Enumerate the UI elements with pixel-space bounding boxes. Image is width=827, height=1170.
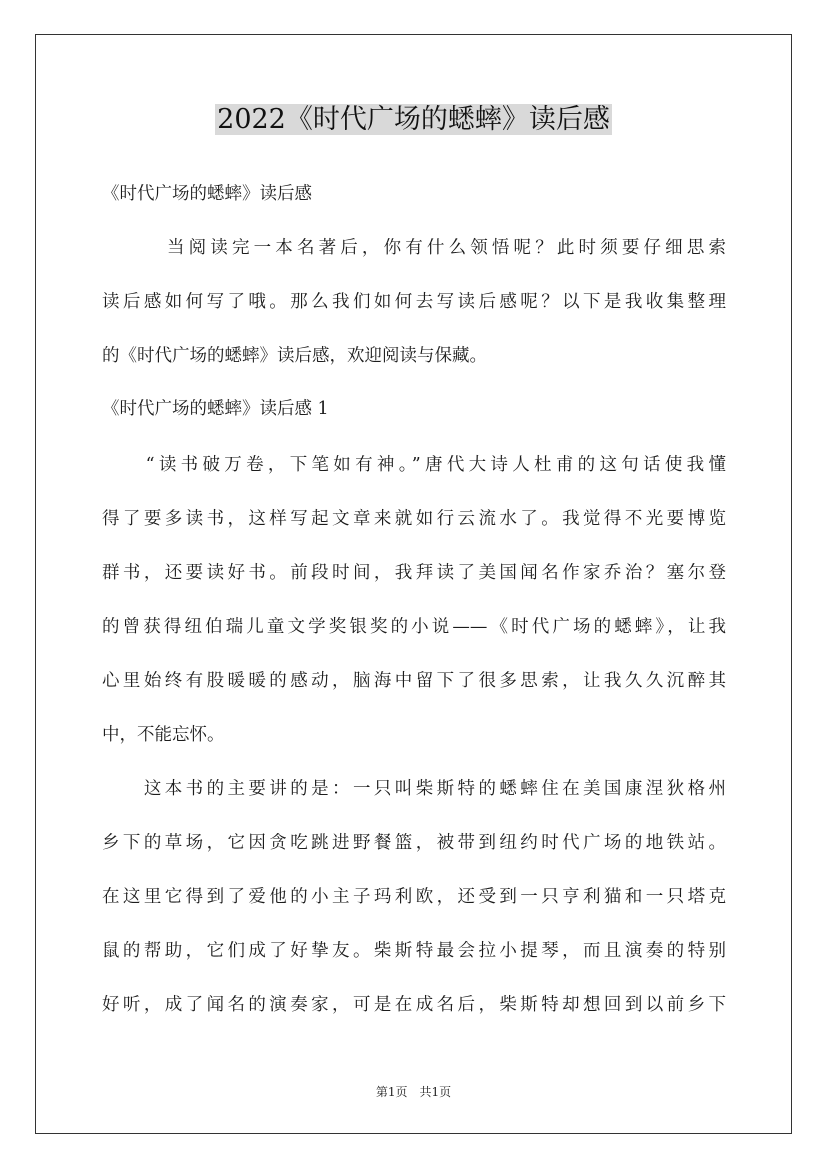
intro-line: 当阅读完一本名著后，你有什么领悟呢？此时须要仔细思索 bbox=[102, 238, 726, 258]
paragraph-line: 的曾获得纽伯瑞儿童文学奖银奖的小说——《时代广场的蟋蟀》，让我 bbox=[102, 617, 726, 637]
intro-line: 读后感如何写了哦。那么我们如何去写读后感呢？以下是我收集整理 bbox=[102, 292, 726, 312]
page-indicator: 第1页 共1页 bbox=[375, 1085, 452, 1099]
paragraph-line: 在这里它得到了爱他的小主子玛利欧，还受到一只亨利猫和一只塔克 bbox=[102, 887, 726, 907]
intro-line: 的《时代广场的蟋蟀》读后感，欢迎阅读与保藏。 bbox=[102, 346, 487, 366]
paragraph-line: 好听，成了闻名的演奏家，可是在成名后，柴斯特却想回到以前乡下 bbox=[102, 995, 726, 1015]
paragraph-line: 这本书的主要讲的是：一只叫柴斯特的蟋蟀住在美国康涅狄格州 bbox=[102, 779, 726, 799]
section-heading: 《时代广场的蟋蟀》读后感 1 bbox=[102, 399, 329, 419]
paragraph-line: 中，不能忘怀。 bbox=[102, 725, 225, 745]
paragraph-line: 得了要多读书，这样写起文章来就如行云流水了。我觉得不光要博览 bbox=[102, 509, 726, 529]
paragraph-line: 鼠的帮助，它们成了好挚友。柴斯特最会拉小提琴，而且演奏的特别 bbox=[102, 941, 726, 961]
paragraph-line: 乡下的草场，它因贪吃跳进野餐篮，被带到纽约时代广场的地铁站。 bbox=[102, 833, 726, 853]
paragraph-line: “读书破万卷，下笔如有神。”唐代大诗人杜甫的这句话使我懂 bbox=[102, 455, 726, 475]
document-title-wrap bbox=[0, 100, 827, 140]
paragraph-line: 群书，还要读好书。前段时间，我拜读了美国闻名作家乔治？塞尔登 bbox=[102, 563, 726, 583]
document-subtitle: 《时代广场的蟋蟀》读后感 bbox=[102, 184, 312, 204]
document-title: 2022《时代广场的蟋蟀》读后感 bbox=[217, 104, 610, 135]
paragraph-line: 心里始终有股暖暖的感动，脑海中留下了很多思索，让我久久沉醉其 bbox=[102, 671, 726, 691]
